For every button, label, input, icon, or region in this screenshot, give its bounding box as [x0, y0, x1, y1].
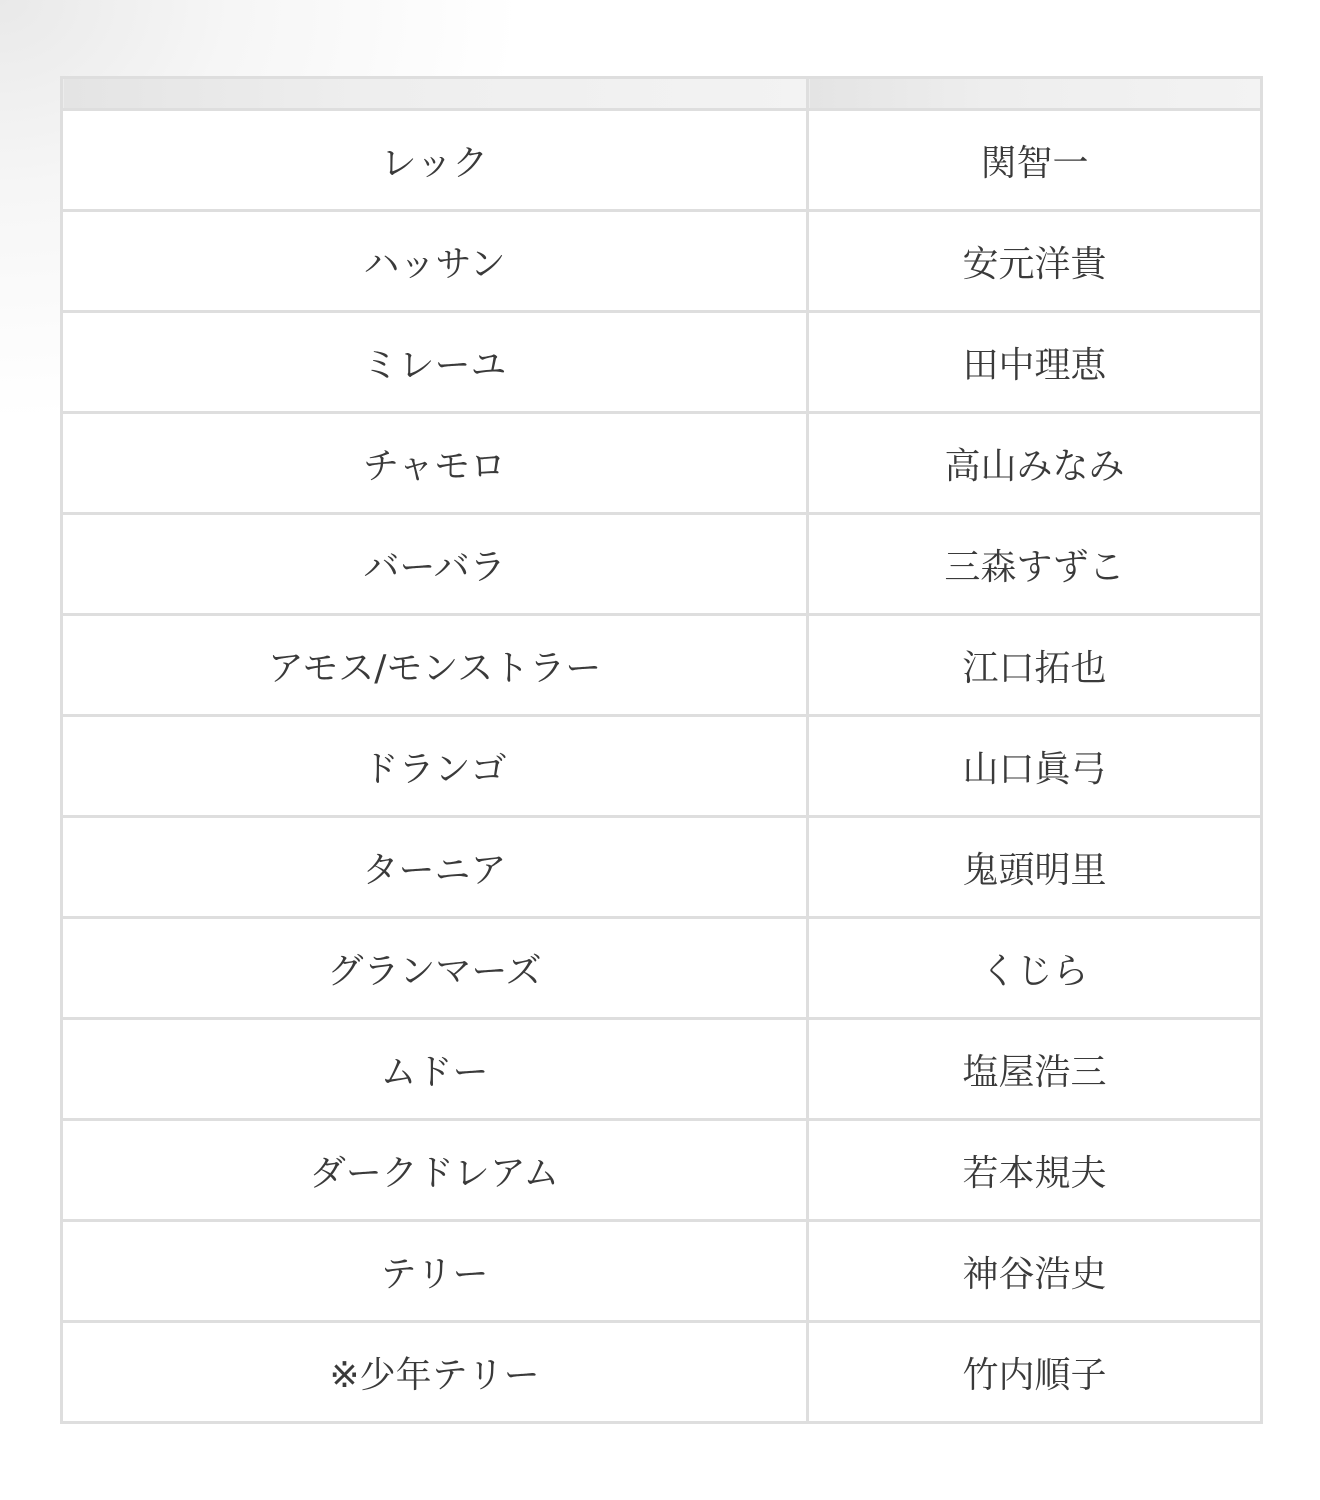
voice-actor-cell: 神谷浩史 — [808, 1221, 1262, 1322]
table-row — [62, 1322, 1262, 1423]
voice-actor-cell: 塩屋浩三 — [808, 1019, 1262, 1120]
voice-actor-cell: 鬼頭明里 — [808, 817, 1262, 918]
character-cell: チャモロ — [62, 413, 808, 514]
table-row — [62, 1120, 1262, 1221]
table-header — [62, 78, 1262, 110]
voice-actor-cell: 竹内順子 — [808, 1322, 1262, 1423]
table-body — [62, 110, 1262, 1423]
character-cell: テリー — [62, 1221, 808, 1322]
character-cell: ドランゴ — [62, 716, 808, 817]
character-cell: バーバラ — [62, 514, 808, 615]
voice-actor-cell: 安元洋貴 — [808, 211, 1262, 312]
character-cell: ミレーユ — [62, 312, 808, 413]
voice-actor-cell: 山口眞弓 — [808, 716, 1262, 817]
table-row — [62, 110, 1262, 211]
table-row — [62, 514, 1262, 615]
table-row — [62, 817, 1262, 918]
voice-actor-cell: 三森すずこ — [808, 514, 1262, 615]
character-cell: ムドー — [62, 1019, 808, 1120]
character-cell: ダークドレアム — [62, 1120, 808, 1221]
voice-actor-cell: 江口拓也 — [808, 615, 1262, 716]
header-row — [62, 78, 1262, 110]
character-cell: アモス/モンストラー — [62, 615, 808, 716]
table-row — [62, 211, 1262, 312]
table-row — [62, 1221, 1262, 1322]
character-cell: ハッサン — [62, 211, 808, 312]
voice-actor-cell: 関智一 — [808, 110, 1262, 211]
character-cell: ※少年テリー — [62, 1322, 808, 1423]
table-row — [62, 918, 1262, 1019]
voice-actor-cell: くじら — [808, 918, 1262, 1019]
table-row — [62, 312, 1262, 413]
cast-table — [60, 76, 1263, 1424]
voice-actor-cell: 田中理恵 — [808, 312, 1262, 413]
voice-actor-cell: 高山みなみ — [808, 413, 1262, 514]
table-row — [62, 615, 1262, 716]
character-cell: ターニア — [62, 817, 808, 918]
table-row — [62, 716, 1262, 817]
header-voice-actor — [808, 78, 1262, 110]
table-row — [62, 413, 1262, 514]
table-row — [62, 1019, 1262, 1120]
character-cell: レック — [62, 110, 808, 211]
character-cell: グランマーズ — [62, 918, 808, 1019]
voice-actor-cell: 若本規夫 — [808, 1120, 1262, 1221]
header-character — [62, 78, 808, 110]
